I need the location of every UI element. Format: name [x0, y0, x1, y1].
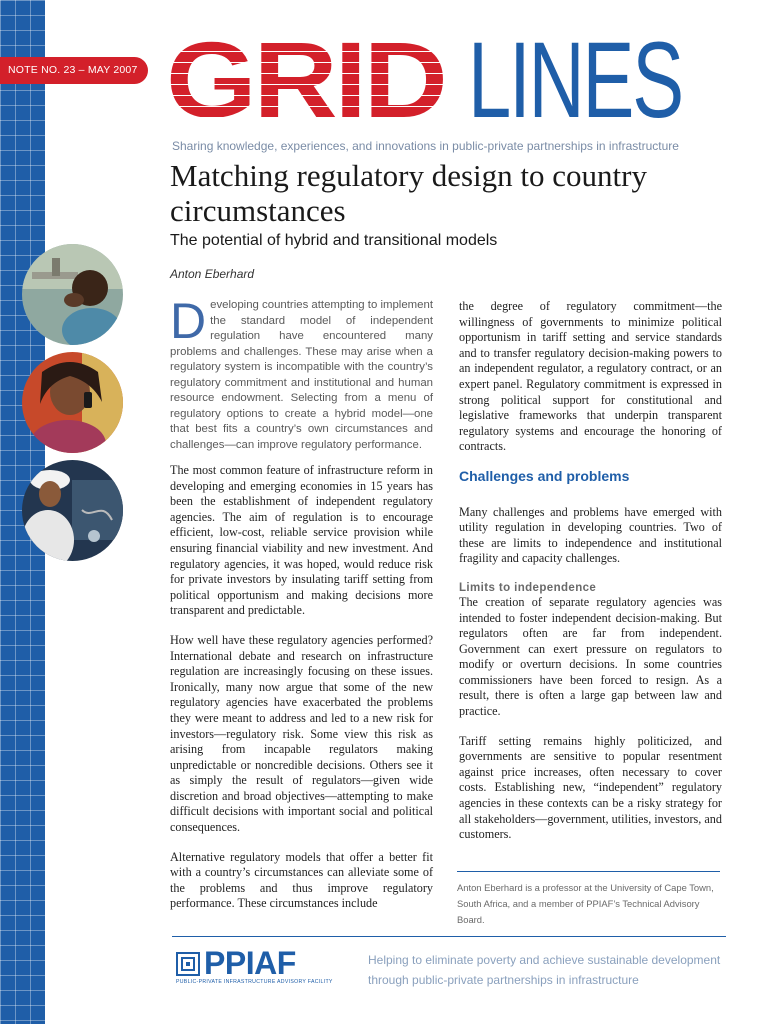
- body-paragraph: Alternative regulatory models that offer a better fit with a country’s circumstances can alleviate some of the problems and thus improve regulatory performance. These circumstances include: [170, 849, 433, 911]
- page-title: Matching regulatory design to country circumstances: [170, 158, 647, 228]
- body-paragraph: Tariff setting remains highly politicized, and governments are sensitive to popular resentment against price increases, often necessary to cover costs. Establishing new, “independent” regulatory agencies in these contexts can be a risky strategy for all stakeholders—government, utilities, investors, and customers.: [459, 733, 722, 842]
- body-paragraph: the degree of regulatory commitment—the willingness of governments to minimize political opportunism in tariff setting and service standards and to transfer regulatory decision-making powers to an independent regulator, a regulatory contract, or an expert panel. Regulatory commitment is expressed in strong political support for constitutional and legislative frameworks that underpin transparent regulatory systems and encourage the honoring of contracts.: [459, 299, 722, 454]
- masthead-tagline: Sharing knowledge, experiences, and innovations in public-private partnerships in infrastructure: [172, 139, 679, 153]
- ppiaf-full-name: PUBLIC-PRIVATE INFRASTRUCTURE ADVISORY FACILITY: [176, 979, 333, 985]
- author-name: Anton Eberhard: [170, 267, 255, 281]
- note-label: NOTE NO. 23 – MAY 2007: [0, 57, 148, 84]
- body-paragraph: The creation of separate regulatory agencies was intended to foster independent decision-making. But regulators often are far from independent. Government can exert pressure on regulators to modify or overturn decisions. In some countries commissioners have been forced to resign. As a result, there is often a large gap between law and practice.: [459, 594, 722, 719]
- body-paragraph: How well have these regulatory agencies performed? International debate and research on infrastructure regulation are increasingly focusing on these issues. Ironically, many now argue that some of the new regulatory agencies have exacerbated the problems they were meant to address and led to a new risk for investors—regulatory risk. Some view this risk as arising from incapable regulators making unpredictable or noncredible decisions. Others see it as simply the result of regulators—given wide discretion and broad objectives—attempting to make difficult decisions with important social and political consequences.: [170, 632, 433, 835]
- page-subtitle: The potential of hybrid and transitional models: [170, 232, 498, 249]
- masthead: [166, 19, 682, 140]
- woman-on-phone-photo: [22, 352, 123, 453]
- footer-tagline: Helping to eliminate poverty and achieve sustainable development through public-private partnerships in infrastructure: [368, 953, 721, 987]
- dropcap: D: [170, 293, 207, 349]
- ppiaf-mark-icon: [176, 952, 200, 976]
- subsection-heading: Limits to independence: [459, 581, 597, 594]
- bio-divider: [457, 871, 720, 872]
- section-heading: Challenges and problems: [459, 467, 630, 484]
- masthead-lines: LINES: [468, 19, 682, 140]
- body-paragraph: The most common feature of infrastructure reform in developing and emerging economies in 15 years has been the establishment of independent regulatory agencies. The aim of regulation is to encourage efficient, low-cost, reliable service provision while ensuring financial viability and new investment. And regulatory agencies, it was hoped, would reduce risk for private investors by insulating tariff setting from political opportunism and making decisions more transparent and predictable.: [170, 463, 433, 618]
- body-paragraph: Many challenges and problems have emerged with utility regulation in developing countries. Two of these are limits to independence and institutional fragility and capacity challenges.: [459, 504, 722, 566]
- lead-paragraph: [170, 293, 433, 453]
- worker-with-equipment-photo: [22, 460, 123, 561]
- ppiaf-wordmark: PPIAF: [204, 945, 296, 981]
- left-column: [170, 293, 433, 926]
- masthead-grid: GRID: [166, 19, 445, 140]
- footer-divider: [172, 936, 726, 937]
- lead-text: eveloping countries attempting to implement the standard model of independent regulation have encountered many problems and challenges. These may arise when a regulatory system is incompatible with the country’s regulatory commitment and institutional and human resource endowment. Selecting from a menu of regulatory options to create a hybrid model—one that best fits a country’s own circumstances and challenges—can improve regulatory performance.: [170, 299, 433, 451]
- child-drinking-from-tap-photo: [22, 244, 123, 345]
- author-bio: Anton Eberhard is a professor at the University of Cape Town, South Africa, and a member of PPIAF’s Technical Advisory Board.: [457, 882, 714, 925]
- right-column: [459, 299, 722, 857]
